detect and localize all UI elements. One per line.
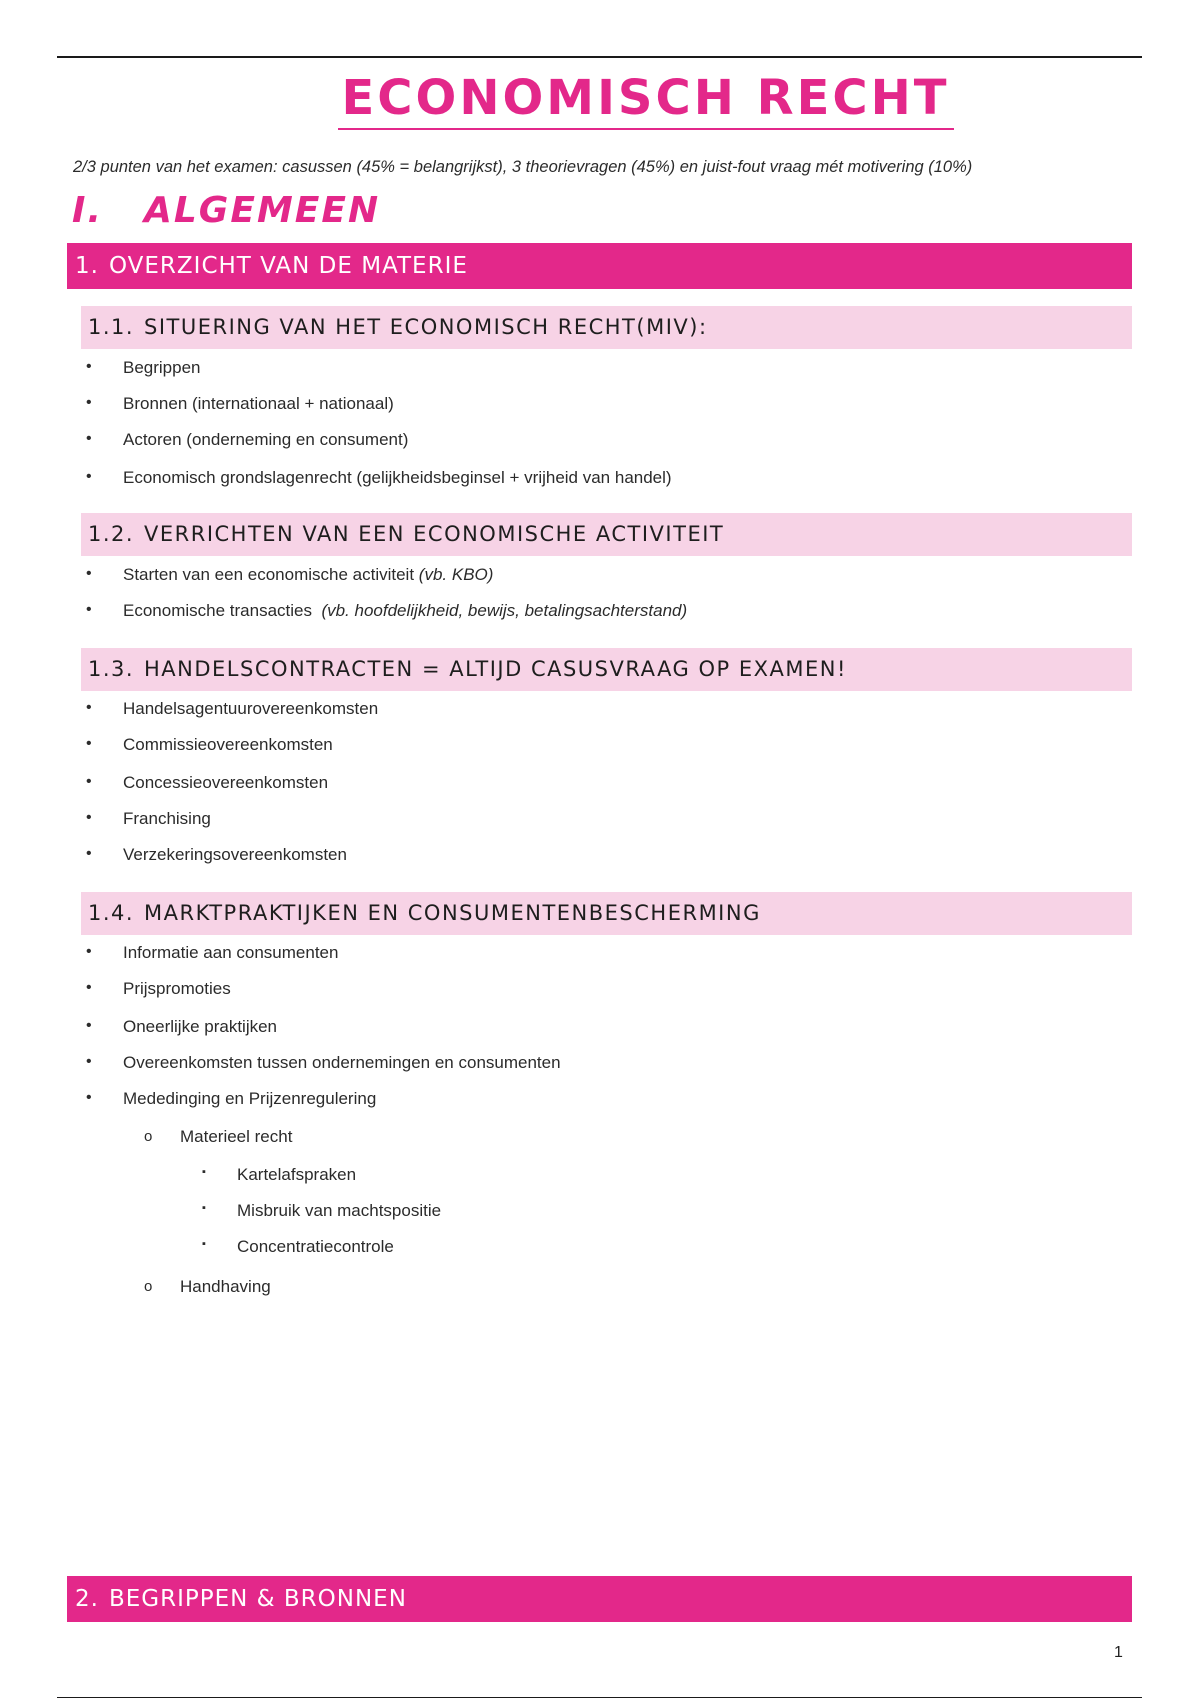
bullet-icon: • <box>86 358 92 375</box>
bullet-icon: • <box>86 1017 92 1034</box>
document-title: ECONOMISCH RECHT <box>0 70 1200 126</box>
bullet-icon: • <box>86 699 92 716</box>
subsection-heading-handelscontracten: 1.3. HANDELSCONTRACTEN = ALTIJD CASUSVRAAG OP EXAMEN! <box>81 648 1132 691</box>
bullet-icon: • <box>86 809 92 826</box>
bullet-icon: • <box>86 1089 92 1106</box>
chapter-heading <box>72 190 380 231</box>
bottom-rule <box>57 1697 1142 1698</box>
circle-bullet-icon: o <box>144 1128 153 1145</box>
bullet-icon: • <box>86 735 92 752</box>
bullet-icon: • <box>86 979 92 996</box>
bullet-icon: • <box>86 845 92 862</box>
square-bullet-icon: ▪ <box>202 1202 206 1214</box>
bullet-icon: • <box>86 394 92 411</box>
section-heading-begrippen-bronnen: 2. BEGRIPPEN & BRONNEN <box>67 1576 1132 1622</box>
bullet-icon: • <box>86 943 92 960</box>
bullet-icon: • <box>86 1053 92 1070</box>
square-bullet-icon: ▪ <box>202 1238 206 1250</box>
exam-intro-text: 2/3 punten van het examen: casussen (45% = belangrijkst), 3 theorievragen (45%) en juist-fout vraag mét motivering (10%) <box>73 158 973 176</box>
bullet-icon: • <box>86 468 92 485</box>
chapter-number: I. <box>72 190 104 231</box>
bullet-icon: • <box>86 430 92 447</box>
top-rule <box>57 56 1142 58</box>
subsection-heading-situering: 1.1. SITUERING VAN HET ECONOMISCH RECHT(MIV): <box>81 306 1132 349</box>
subsection-heading-marktpraktijken: 1.4. MARKTPRAKTIJKEN EN CONSUMENTENBESCHERMING <box>81 892 1132 935</box>
bullet-icon: • <box>86 601 92 618</box>
page-number: 1 <box>1114 1644 1123 1661</box>
bullet-icon: • <box>86 565 92 582</box>
section-heading-overzicht: 1. OVERZICHT VAN DE MATERIE <box>67 243 1132 289</box>
circle-bullet-icon: o <box>144 1278 153 1295</box>
bullet-icon: • <box>86 773 92 790</box>
square-bullet-icon: ▪ <box>202 1166 206 1178</box>
subsection-heading-economische-activiteit: 1.2. VERRICHTEN VAN EEN ECONOMISCHE ACTIVITEIT <box>81 513 1132 556</box>
chapter-title: ALGEMEEN <box>144 190 381 231</box>
